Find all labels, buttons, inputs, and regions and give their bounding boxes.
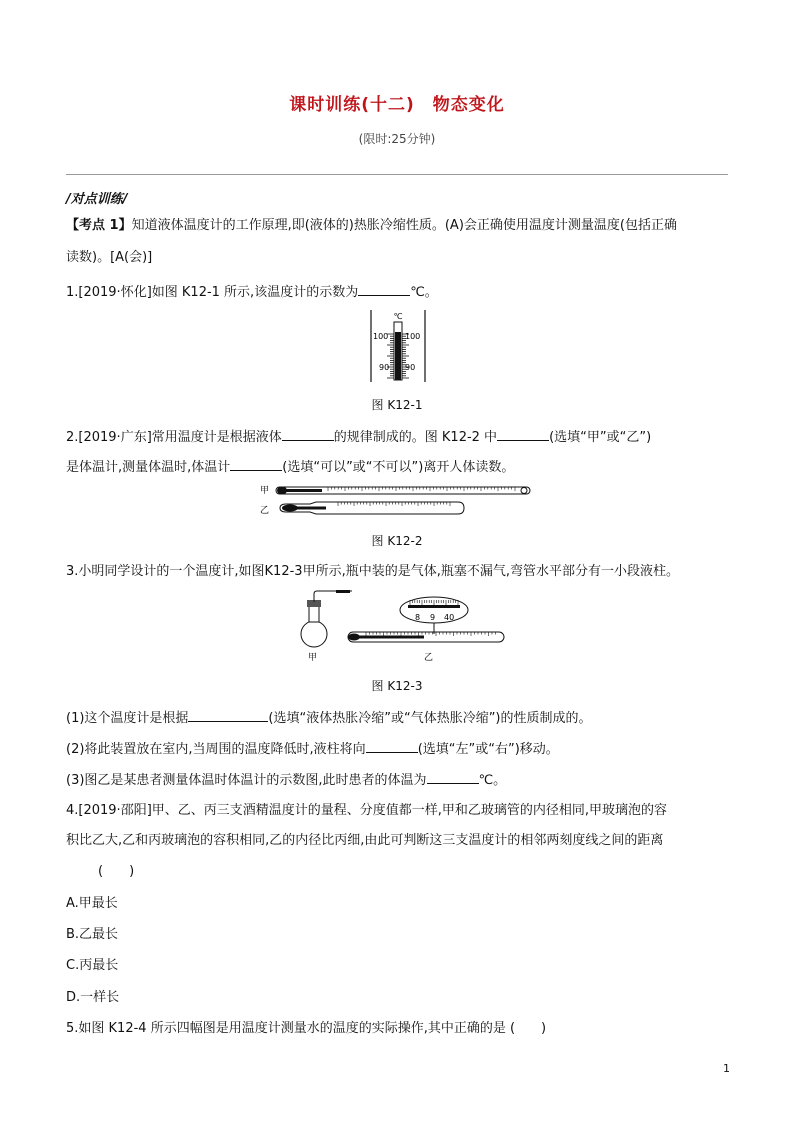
question-1-text: 1.[2019·怀化]如图 K12-1 所示,该温度计的示数为 (66, 285, 359, 300)
question-3-1-text-b: (选填“液体热胀冷缩”或“气体热胀冷缩”)的性质制成的。 (268, 711, 592, 726)
answer-blank (358, 283, 410, 296)
knowledge-point-text: 知道液体温度计的工作原理,即(液体的)热胀冷缩性质。(A)会正确使用温度计测量温度(包括正确 (131, 218, 677, 233)
label-jia: 甲 (260, 486, 270, 496)
label-100-right: 100 (405, 332, 421, 341)
question-2-text-c: (选填“甲”或“乙”) (549, 430, 652, 445)
question-4-line2: 积比乙大,乙和丙玻璃泡的容积相同,乙的内径比丙细,由此可判断这三支温度计的相邻两刻度线之间的距离 (66, 833, 664, 848)
option-b: B.乙最长 (66, 927, 119, 942)
section-heading: /对点训练/ (66, 192, 128, 207)
option-c: C.丙最长 (66, 958, 119, 973)
page-number: 1 (723, 1062, 730, 1075)
figure-k12-1-thermometer (365, 308, 431, 384)
question-3-3-text-b: ℃。 (478, 773, 507, 788)
answer-blank (366, 740, 418, 753)
label-90-left: 90 (379, 363, 390, 372)
question-5-text: 5.如图 K12-4 所示四幅图是用温度计测量水的温度的实际操作,其中正确的是 (66, 1021, 506, 1036)
question-2-text-a: 2.[2019·广东]常用温度计是根据液体 (66, 430, 282, 445)
question-3-1 (66, 709, 592, 727)
question-2-text-d: 是体温计,测量体温时,体温计 (66, 460, 231, 475)
question-4-line1: 4.[2019·邵阳]甲、乙、丙三支酒精温度计的量程、分度值都一样,甲和乙玻璃管的内径相同,甲玻璃泡的容 (66, 803, 668, 818)
question-3-1-text-a: (1)这个温度计是根据 (66, 711, 189, 726)
answer-paren: ( ) (509, 1021, 547, 1036)
answer-blank (282, 428, 334, 441)
knowledge-point-1-line2: 读数)。[A(会)] (66, 250, 153, 265)
option-d: D.一样长 (66, 990, 120, 1005)
label-jia: 甲 (308, 653, 318, 663)
tick-label-9: 9 (430, 613, 436, 622)
answer-blank (230, 458, 282, 471)
figure-k12-2-thermometers (258, 482, 538, 518)
time-limit: (限时:25分钟) (358, 132, 436, 146)
answer-paren: ( ) (98, 864, 135, 879)
tick-label-8: 8 (415, 613, 421, 622)
question-2-line2 (66, 458, 514, 476)
question-1 (66, 283, 438, 301)
page-title: 课时训练(十二) 物态变化 (289, 95, 505, 115)
question-3-3-text-a: (3)图乙是某患者测量体温时体温计的示数图,此时患者的体温为 (66, 773, 427, 788)
question-1-unit: ℃。 (410, 285, 438, 300)
label-yi: 乙 (424, 653, 434, 663)
knowledge-point-label: 【考点 1】 (66, 218, 132, 233)
figure-caption-1: 图 K12-1 (371, 398, 423, 412)
question-3: 3.小明同学设计的一个温度计,如图K12-3甲所示,瓶中装的是气体,瓶塞不漏气,弯管水平部分有一小段液柱。 (66, 564, 679, 579)
option-a: A.甲最长 (66, 896, 118, 911)
figure-k12-3 (294, 590, 510, 664)
figure-caption-3: 图 K12-3 (371, 679, 423, 693)
question-3-2-text-b: (选填“左”或“右”)移动。 (417, 742, 559, 757)
tick-label-40: 40 (444, 613, 455, 622)
answer-blank (188, 709, 268, 722)
question-3-2-text-a: (2)将此装置放在室内,当周围的温度降低时,液柱将向 (66, 742, 366, 757)
question-3-3 (66, 771, 506, 789)
knowledge-point-1-line1 (66, 218, 677, 234)
label-90-right: 90 (405, 363, 416, 372)
label-yi: 乙 (260, 506, 270, 516)
figure-caption-2: 图 K12-2 (371, 534, 423, 548)
question-5 (66, 1021, 546, 1037)
answer-blank (427, 771, 479, 784)
divider (66, 174, 728, 175)
unit-label: ℃ (393, 312, 403, 321)
question-2-text-e: (选填“可以”或“不可以”)离开人体读数。 (282, 460, 515, 475)
label-100-left: 100 (373, 332, 389, 341)
question-2-line1 (66, 428, 651, 446)
answer-blank (497, 428, 549, 441)
question-3-2 (66, 740, 559, 758)
question-2-text-b: 的规律制成的。图 K12-2 中 (333, 430, 498, 445)
